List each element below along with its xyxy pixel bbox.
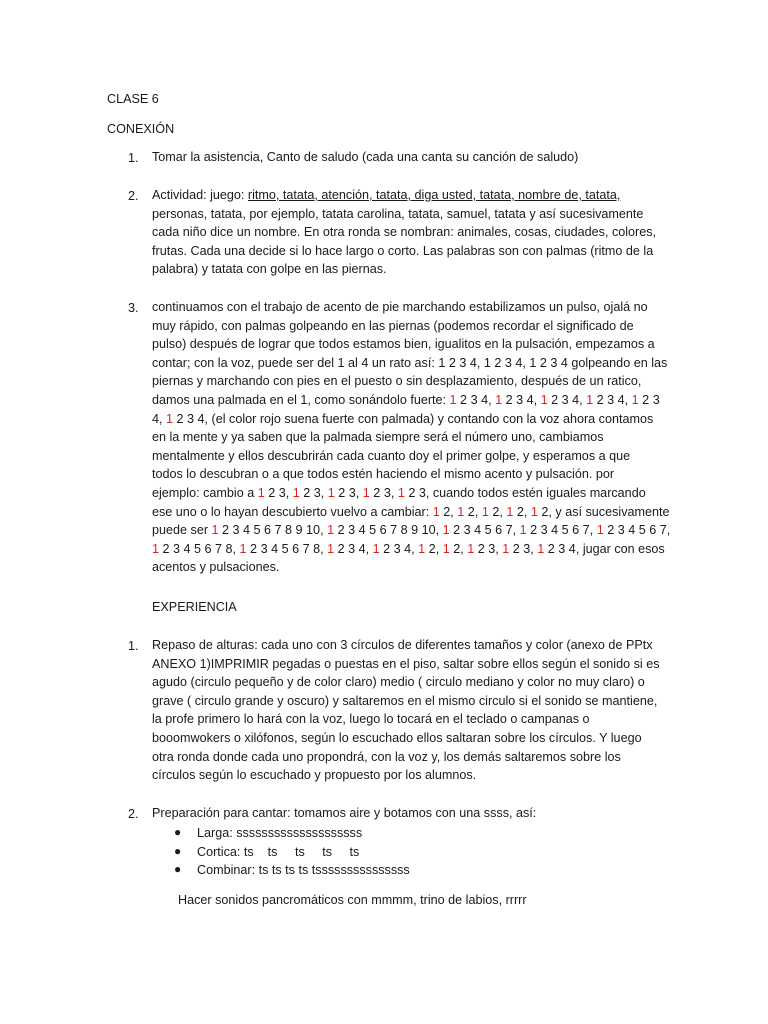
text-line: 1 2 3 4 5 6 7 8, 1 2 3 4 5 6 7 8, 1 2 3 4, 1 2 3 4, 1 2, 1 2, 1 2 3, 1 2 3, 1 2 3 4, jugar con esos xyxy=(152,541,665,556)
accent-count: 1 xyxy=(292,485,300,500)
list-number: 3. xyxy=(128,301,139,315)
text-line: Tomar la asistencia, Canto de saludo (cada una canta su canción de saludo) xyxy=(152,150,579,164)
accent-count: 1 xyxy=(327,541,335,556)
closing-text: Hacer sonidos pancromáticos con mmmm, trino de labios, rrrrr xyxy=(178,893,527,907)
accent-count: 1 xyxy=(432,504,440,519)
list-number: 1. xyxy=(128,639,139,653)
accent-count: 1 xyxy=(481,504,489,519)
text-line: Repaso de alturas: cada uno con 3 círculos de diferentes tamaños y color (anexo de PPtx xyxy=(152,638,653,652)
list-number: 1. xyxy=(128,151,139,165)
accent-count: 1 xyxy=(442,523,450,538)
text-line: círculos según lo escuchado y propuesto por los alumnos. xyxy=(152,768,477,783)
accent-count: 1 xyxy=(418,541,426,556)
accent-count: 1 xyxy=(537,541,545,556)
conexion-heading: CONEXIÓN xyxy=(107,122,175,136)
accent-count: 1 xyxy=(530,504,538,519)
text-line: pulso) después de lograr que todos estamos bien, igualitos en la pulsación, empezamos a xyxy=(152,337,655,352)
list-number: 2. xyxy=(128,807,139,821)
list-item xyxy=(152,298,670,577)
text-line: en la mente y ya saben que la palmada siempre será el número uno, cambiamos xyxy=(152,430,604,445)
text-line: otra ronda donde cada uno propondrá, con la voz y, los demás saltaremos sobre los xyxy=(152,749,621,764)
accent-count: 1 xyxy=(467,541,475,556)
accent-count: 1 xyxy=(257,485,265,500)
text-line: palabra) y tatata con golpe en las piernas. xyxy=(152,262,387,277)
class-title: CLASE 6 xyxy=(107,92,159,106)
bullet-icon: ● xyxy=(174,844,182,858)
text-line: acentos y pulsaciones. xyxy=(152,560,280,575)
bullet-item: Cortica: ts ts ts ts ts xyxy=(197,845,360,859)
text-line: contar; con la voz, puede ser del 1 al 4 un rato así: 1 2 3 4, 1 2 3 4, 1 2 3 4 golpeando en las xyxy=(152,355,668,370)
accent-count: 1 xyxy=(327,523,335,538)
accent-count: 1 xyxy=(239,541,247,556)
text-line: grave ( circulo grande y oscuro) y saltaremos en el mismo circulo si el sonido se mantiene, xyxy=(152,693,658,708)
text-line: 4, 1 2 3 4, (el color rojo suena fuerte con palmada) y contando con la voz ahora contamos xyxy=(152,411,654,426)
text-line: muy rápido, con palmas golpeando en las piernas (podemos recordar el significado de xyxy=(152,318,634,333)
bullet-item: Larga: ssssssssssssssssssss xyxy=(197,826,363,840)
list-item xyxy=(152,148,578,167)
accent-count: 1 xyxy=(166,411,174,426)
accent-count: 1 xyxy=(362,485,370,500)
accent-count: 1 xyxy=(506,504,514,519)
accent-count: 1 xyxy=(449,392,457,407)
accent-count: 1 xyxy=(586,392,594,407)
experiencia-heading: EXPERIENCIA xyxy=(152,600,237,614)
text-line: cada niño dice un nombre. En otra ronda se nombran: animales, cosas, ciudades, colores, xyxy=(152,225,657,240)
accent-count: 1 xyxy=(495,392,503,407)
accent-count: 1 xyxy=(540,392,548,407)
text-line: puede ser 1 2 3 4 5 6 7 8 9 10, 1 2 3 4 5 6 7 8 9 10, 1 2 3 4 5 6 7, 1 2 3 4 5 6 7, 1 2 3 4 5 6 7, xyxy=(152,523,671,538)
text-line: todos lo descubran o a que todos estén haciendo el mismo acento y pulsación. por xyxy=(152,467,615,482)
text-line: piernas y marchando con pies en el puesto o sin desplazamiento, después de un ratico, xyxy=(152,374,642,389)
text-line: personas, tatata, por ejemplo, tatata carolina, tatata, samuel, tatata y así sucesivamente xyxy=(152,206,644,221)
list-item xyxy=(152,804,536,823)
accent-count: 1 xyxy=(596,523,604,538)
accent-count: 1 xyxy=(211,523,219,538)
text-line: ese uno o lo hayan descubierto vuelvo a cambiar: 1 2, 1 2, 1 2, 1 2, 1 2, y así sucesivamente xyxy=(152,504,670,519)
accent-count: 1 xyxy=(442,541,450,556)
text-line: booomwokers o xilófonos, según lo escuchado ellos saltaran sobre los círculos. Y luego xyxy=(152,730,642,745)
list-item xyxy=(152,636,660,785)
bullet-icon: ● xyxy=(174,862,182,876)
lead-text: Actividad: juego: xyxy=(152,188,248,202)
bullet-icon: ● xyxy=(174,825,182,839)
text-line: ejemplo: cambio a 1 2 3, 1 2 3, 1 2 3, 1 2 3, 1 2 3, cuando todos estén iguales marcando xyxy=(152,485,646,500)
accent-count: 1 xyxy=(152,541,160,556)
underlined-text: ritmo, tatata, atención, tatata, diga usted, tatata, nombre de, tatata, xyxy=(247,188,621,202)
text-line: frutas. Cada una decide si lo hace largo o corto. Las palabras son con palmas (ritmo de la xyxy=(152,243,654,258)
accent-count: 1 xyxy=(372,541,380,556)
accent-count: 1 xyxy=(519,523,527,538)
accent-count: 1 xyxy=(631,392,639,407)
text-line: continuamos con el trabajo de acento de pie marchando estabilizamos un pulso, ojalá no xyxy=(152,300,648,314)
text-line: agudo (circulo pequeño y de color claro) medio ( circulo mediano y color no muy claro) o xyxy=(152,675,645,690)
text-line: mentalmente y ellos descubrirán cada cuanto doy el primer golpe, y esperamos a que xyxy=(152,448,631,463)
text-line xyxy=(152,186,656,205)
text-line: la profe primero lo hará con la voz, luego lo tocará en el teclado o campanas o xyxy=(152,712,590,727)
list-number: 2. xyxy=(128,189,139,203)
list-item xyxy=(152,186,656,279)
accent-count: 1 xyxy=(327,485,335,500)
accent-count: 1 xyxy=(502,541,510,556)
accent-count: 1 xyxy=(397,485,405,500)
text-line: ANEXO 1)IMPRIMIR pegadas o puestas en el piso, saltar sobre ellos según el sonido si es xyxy=(152,656,660,671)
bullet-item: Combinar: ts ts ts ts tsssssssssssssss xyxy=(197,863,410,877)
text-line: damos una palmada en el 1, como sonándolo fuerte: 1 2 3 4, 1 2 3 4, 1 2 3 4, 1 2 3 4, 1 2 3 xyxy=(152,392,660,407)
accent-count: 1 xyxy=(457,504,465,519)
text-line: Preparación para cantar: tomamos aire y botamos con una ssss, así: xyxy=(152,806,537,820)
